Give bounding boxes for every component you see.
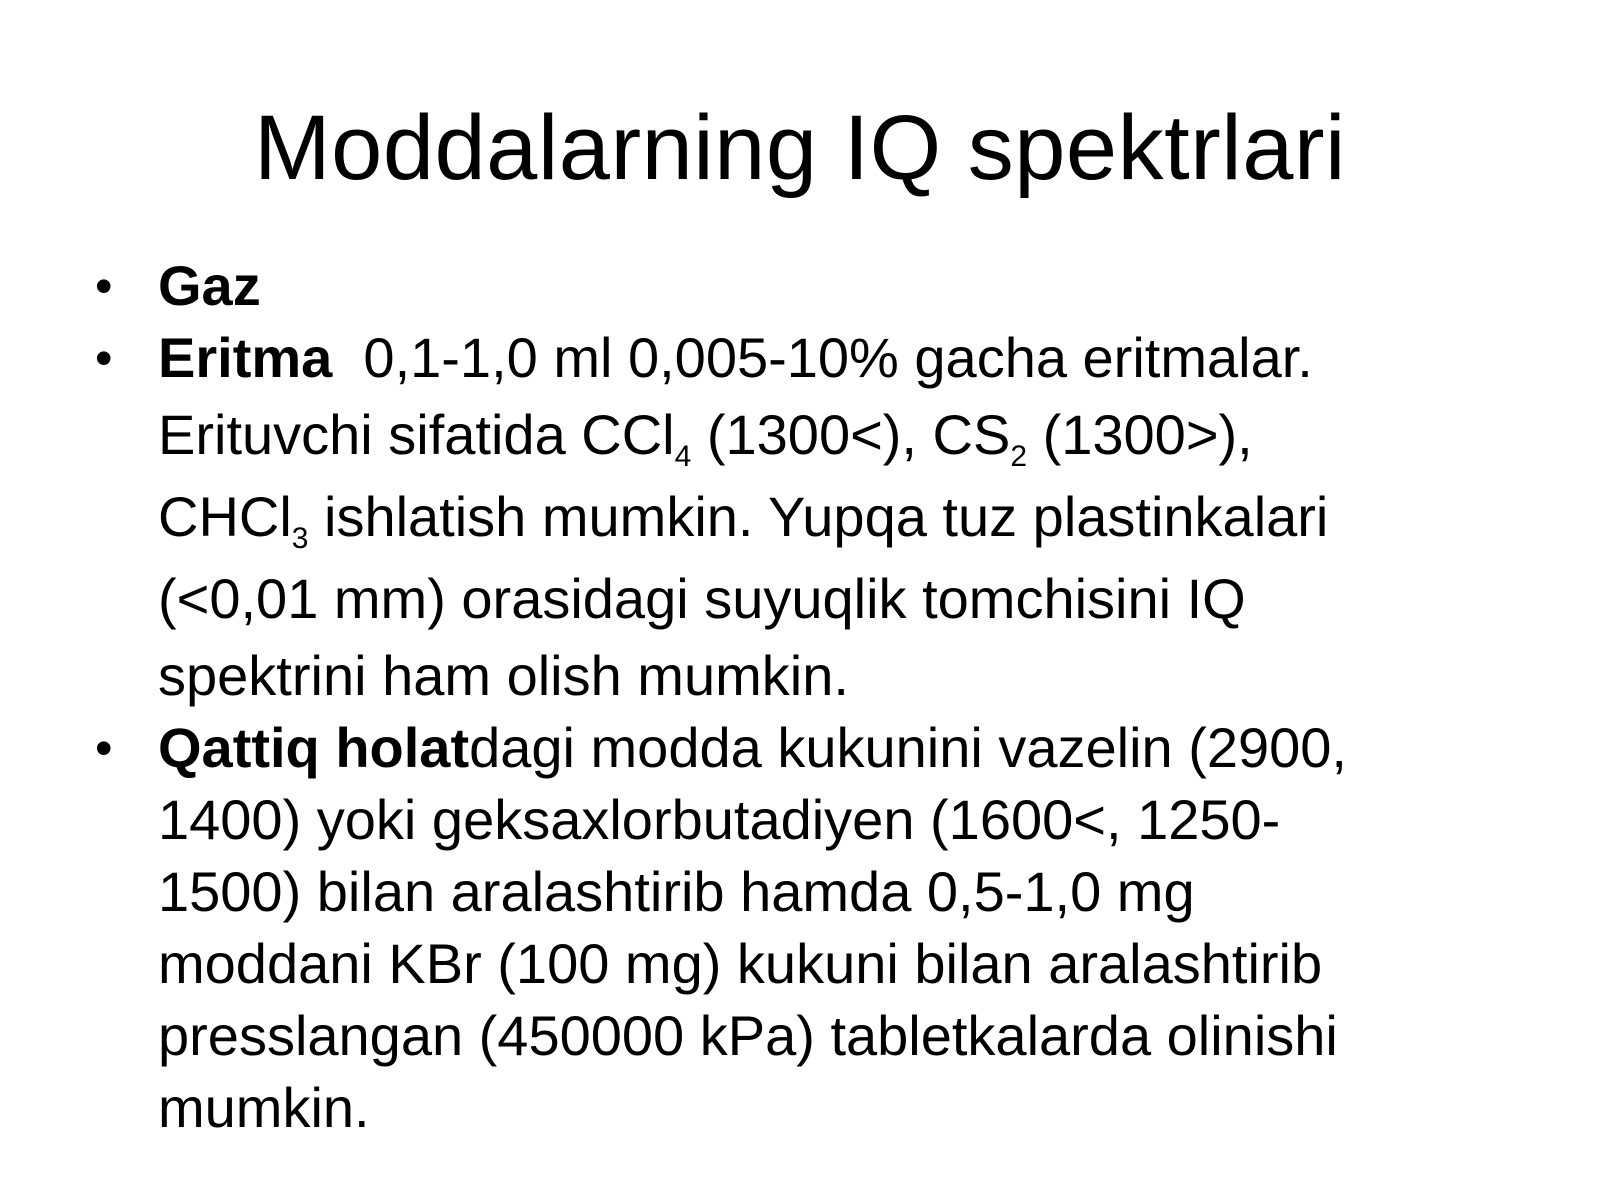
bullet-eritma-label: Eritma <box>158 326 333 389</box>
bullet-qattiq-text-1: dagi modda kukunini vazelin (2900, <box>469 716 1347 779</box>
eritma-line-2-a: Erituvchi sifatida CCl <box>158 403 675 466</box>
bullet-eritma-line-3 <box>158 476 1555 558</box>
bullet-qattiq-holat <box>95 712 1555 1144</box>
bullet-qattiq-line-2: 1400) yoki geksaxlorbutadiyen (1600<, 1250- <box>158 788 1281 851</box>
bullet-list <box>95 250 1555 1144</box>
bullet-qattiq-line-4: moddani KBr (100 mg) kukuni bilan aralashtirib <box>158 932 1323 995</box>
bullet-eritma-line-1 <box>158 322 1555 394</box>
bullet-qattiq-line-5: presslangan (450000 kPa) tabletkalarda olinishi <box>158 1004 1338 1067</box>
bullet-marker: • <box>95 330 113 386</box>
bullet-marker: • <box>95 258 113 314</box>
bullet-eritma-line-5: spektrini ham olish mumkin. <box>158 644 849 707</box>
chcl3-subscript: 3 <box>291 522 309 555</box>
bullet-eritma-line-2 <box>158 394 1555 476</box>
bullet-qattiq-label: Qattiq holat <box>158 716 470 779</box>
bullet-gaz <box>95 250 1555 322</box>
bullet-eritma <box>95 322 1555 712</box>
bullet-qattiq-line-3: 1500) bilan aralashtirib hamda 0,5-1,0 mg <box>158 860 1195 923</box>
eritma-line-2-b: (1300<), CS <box>691 403 1011 466</box>
bullet-marker: • <box>95 720 113 776</box>
slide-title: Moddalarning IQ spektrlari <box>254 97 1346 199</box>
eritma-line-3-b: ishlatish mumkin. Yupqa tuz plastinkalari <box>308 485 1329 548</box>
bullet-eritma-text-1: 0,1-1,0 ml 0,005-10% gacha eritmalar. <box>363 326 1313 389</box>
bullet-eritma-line-4: (<0,01 mm) orasidagi suyuqlik tomchisini IQ <box>158 567 1246 630</box>
bullet-qattiq-line-6: mumkin. <box>158 1076 370 1139</box>
bullet-gaz-line <box>158 250 1555 322</box>
eritma-line-3-a: CHCl <box>158 485 292 548</box>
eritma-line-2-c: (1300>), <box>1027 403 1253 466</box>
ccl4-subscript: 4 <box>674 440 692 473</box>
bullet-gaz-label: Gaz <box>158 254 261 317</box>
cs2-subscript: 2 <box>1010 440 1028 473</box>
bullet-qattiq-line-1 <box>158 712 1555 784</box>
